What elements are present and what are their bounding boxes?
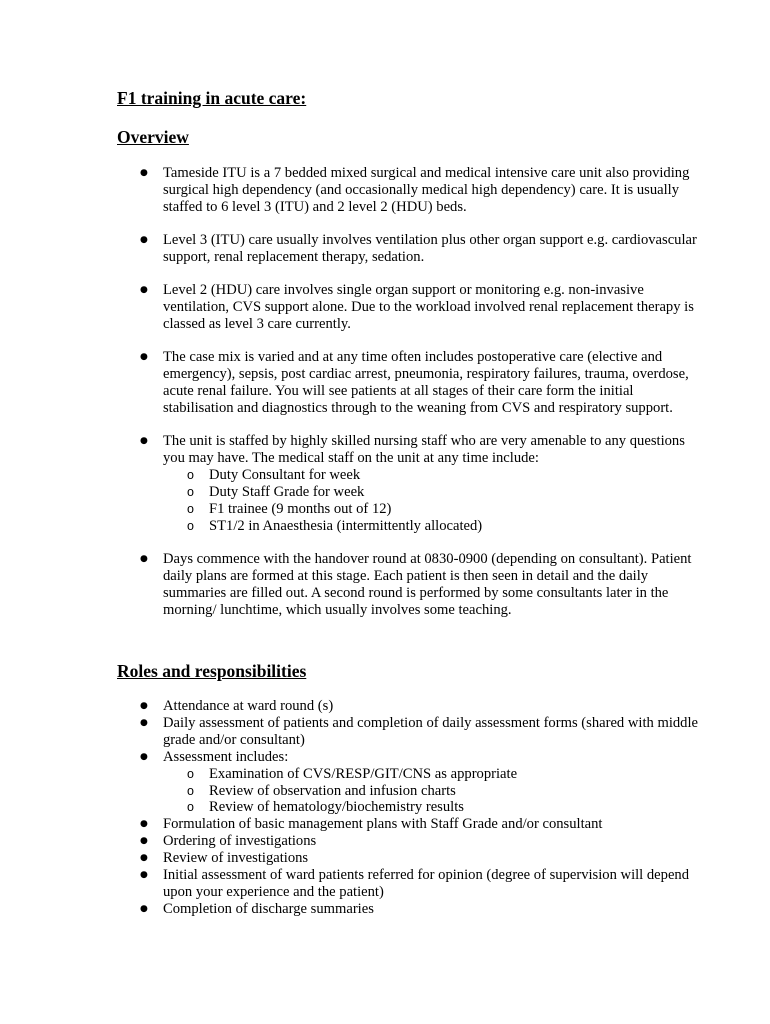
assessment-sublist (163, 766, 703, 817)
list-item-text: Level 3 (ITU) care usually involves ventilation plus other organ support e.g. cardiovascular support, renal replacement therapy, sedation. (163, 232, 697, 266)
bullet-icon: ● (140, 554, 148, 565)
circle-bullet-icon: o (187, 502, 194, 517)
list-item (140, 850, 703, 867)
bullet-icon: ● (140, 853, 148, 864)
circle-bullet-icon: o (187, 783, 194, 798)
roles-list (140, 698, 703, 918)
list-item-text: Review of investigations (163, 850, 309, 867)
list-item-text: Level 2 (HDU) care involves single organ support or monitoring e.g. non-invasive ventilation, CVS support alone. Due to the workload involved renal replacement therapy is classed as level 3 care currently. (163, 282, 694, 333)
bullet-icon: ● (140, 870, 148, 881)
list-item (140, 867, 703, 901)
list-item-text: Completion of discharge summaries (163, 900, 374, 917)
list-item-text: Ordering of investigations (163, 833, 317, 850)
list-item (140, 165, 703, 216)
sub-list-item: o Review of hematology/biochemistry results (187, 799, 464, 816)
bullet-icon: ● (140, 701, 148, 711)
list-item (140, 232, 703, 266)
list-item-text: Days commence with the handover round at 0830-0900 (depending on consultant). Patient daily plans are formed at this stage. Each patient is then seen in detail and the daily summaries are filled out. A second round is performed by some consultants later in the morning/ lunchtime, which usually involves some teaching. (163, 551, 692, 618)
list-item (140, 748, 703, 817)
list-item (140, 698, 703, 715)
list-item (140, 282, 703, 333)
list-item-text: Initial assessment of ward patients referred for opinion (degree of supervision will depend upon your experience and the patient) (163, 867, 690, 900)
list-item-text: The case mix is varied and at any time often includes postoperative care (elective and emergency), sepsis, post cardiac arrest, pneumonia, respiratory failures, trauma, overdose, acute renal failure. You will see patients at all stages of their care form the initial stabilisation and diagnostics through to the weaning from CVS and respiratory support. (163, 349, 689, 417)
list-item (140, 833, 703, 850)
sub-list-item: o F1 trainee (9 months out of 12) (187, 501, 392, 518)
bullet-icon: ● (140, 235, 148, 246)
bullet-icon: ● (140, 751, 148, 762)
bullet-icon: ● (140, 819, 148, 830)
list-item-text: Attendance at ward round (s) (163, 698, 334, 714)
circle-bullet-icon: o (187, 800, 194, 815)
document-title: F1 training in acute care: (117, 88, 307, 108)
bullet-icon: ● (140, 352, 148, 363)
bullet-icon: ● (140, 836, 148, 847)
list-item (140, 900, 703, 918)
list-item-text: Assessment includes: (163, 748, 289, 765)
list-item (140, 816, 703, 833)
list-item-text: Daily assessment of patients and completion of daily assessment forms (shared with middle grade and/or consultant) (163, 714, 698, 748)
circle-bullet-icon: o (187, 468, 194, 483)
overview-heading: Overview (117, 127, 189, 147)
bullet-icon: ● (140, 285, 148, 296)
list-item (140, 349, 703, 417)
bullet-icon: ● (140, 717, 148, 728)
bullet-icon: ● (140, 436, 148, 447)
list-item (140, 551, 703, 619)
sub-list-item: o Review of observation and infusion charts (187, 782, 456, 799)
list-item (140, 433, 703, 534)
circle-bullet-icon: o (187, 518, 194, 533)
list-item (140, 714, 703, 749)
sub-list-item: o ST1/2 in Anaesthesia (intermittently allocated) (187, 517, 483, 534)
bullet-icon: ● (140, 168, 148, 178)
roles-heading: Roles and responsibilities (117, 661, 307, 681)
sub-list-item: o Duty Consultant for week (187, 467, 361, 484)
overview-list (140, 165, 703, 619)
circle-bullet-icon: o (187, 485, 194, 500)
list-item-text: Tameside ITU is a 7 bedded mixed surgical and medical intensive care unit also providing surgical high dependency (and occasionally medical high dependency) care. It is usually staffed to 6 level 3 (ITU) and 2 level 2 (HDU) beds. (163, 165, 690, 215)
list-item-text: Formulation of basic management plans with Staff Grade and/or consultant (163, 816, 603, 833)
sub-list-item: o Examination of CVS/RESP/GIT/CNS as appropriate (187, 765, 518, 782)
circle-bullet-icon: o (187, 766, 194, 781)
list-item-text: The unit is staffed by highly skilled nursing staff who are very amenable to any questions you may have. The medical staff on the unit at any time include: (163, 433, 685, 467)
staff-sublist (163, 467, 703, 535)
bullet-icon: ● (140, 903, 148, 914)
sub-list-item: o Duty Staff Grade for week (187, 484, 365, 501)
